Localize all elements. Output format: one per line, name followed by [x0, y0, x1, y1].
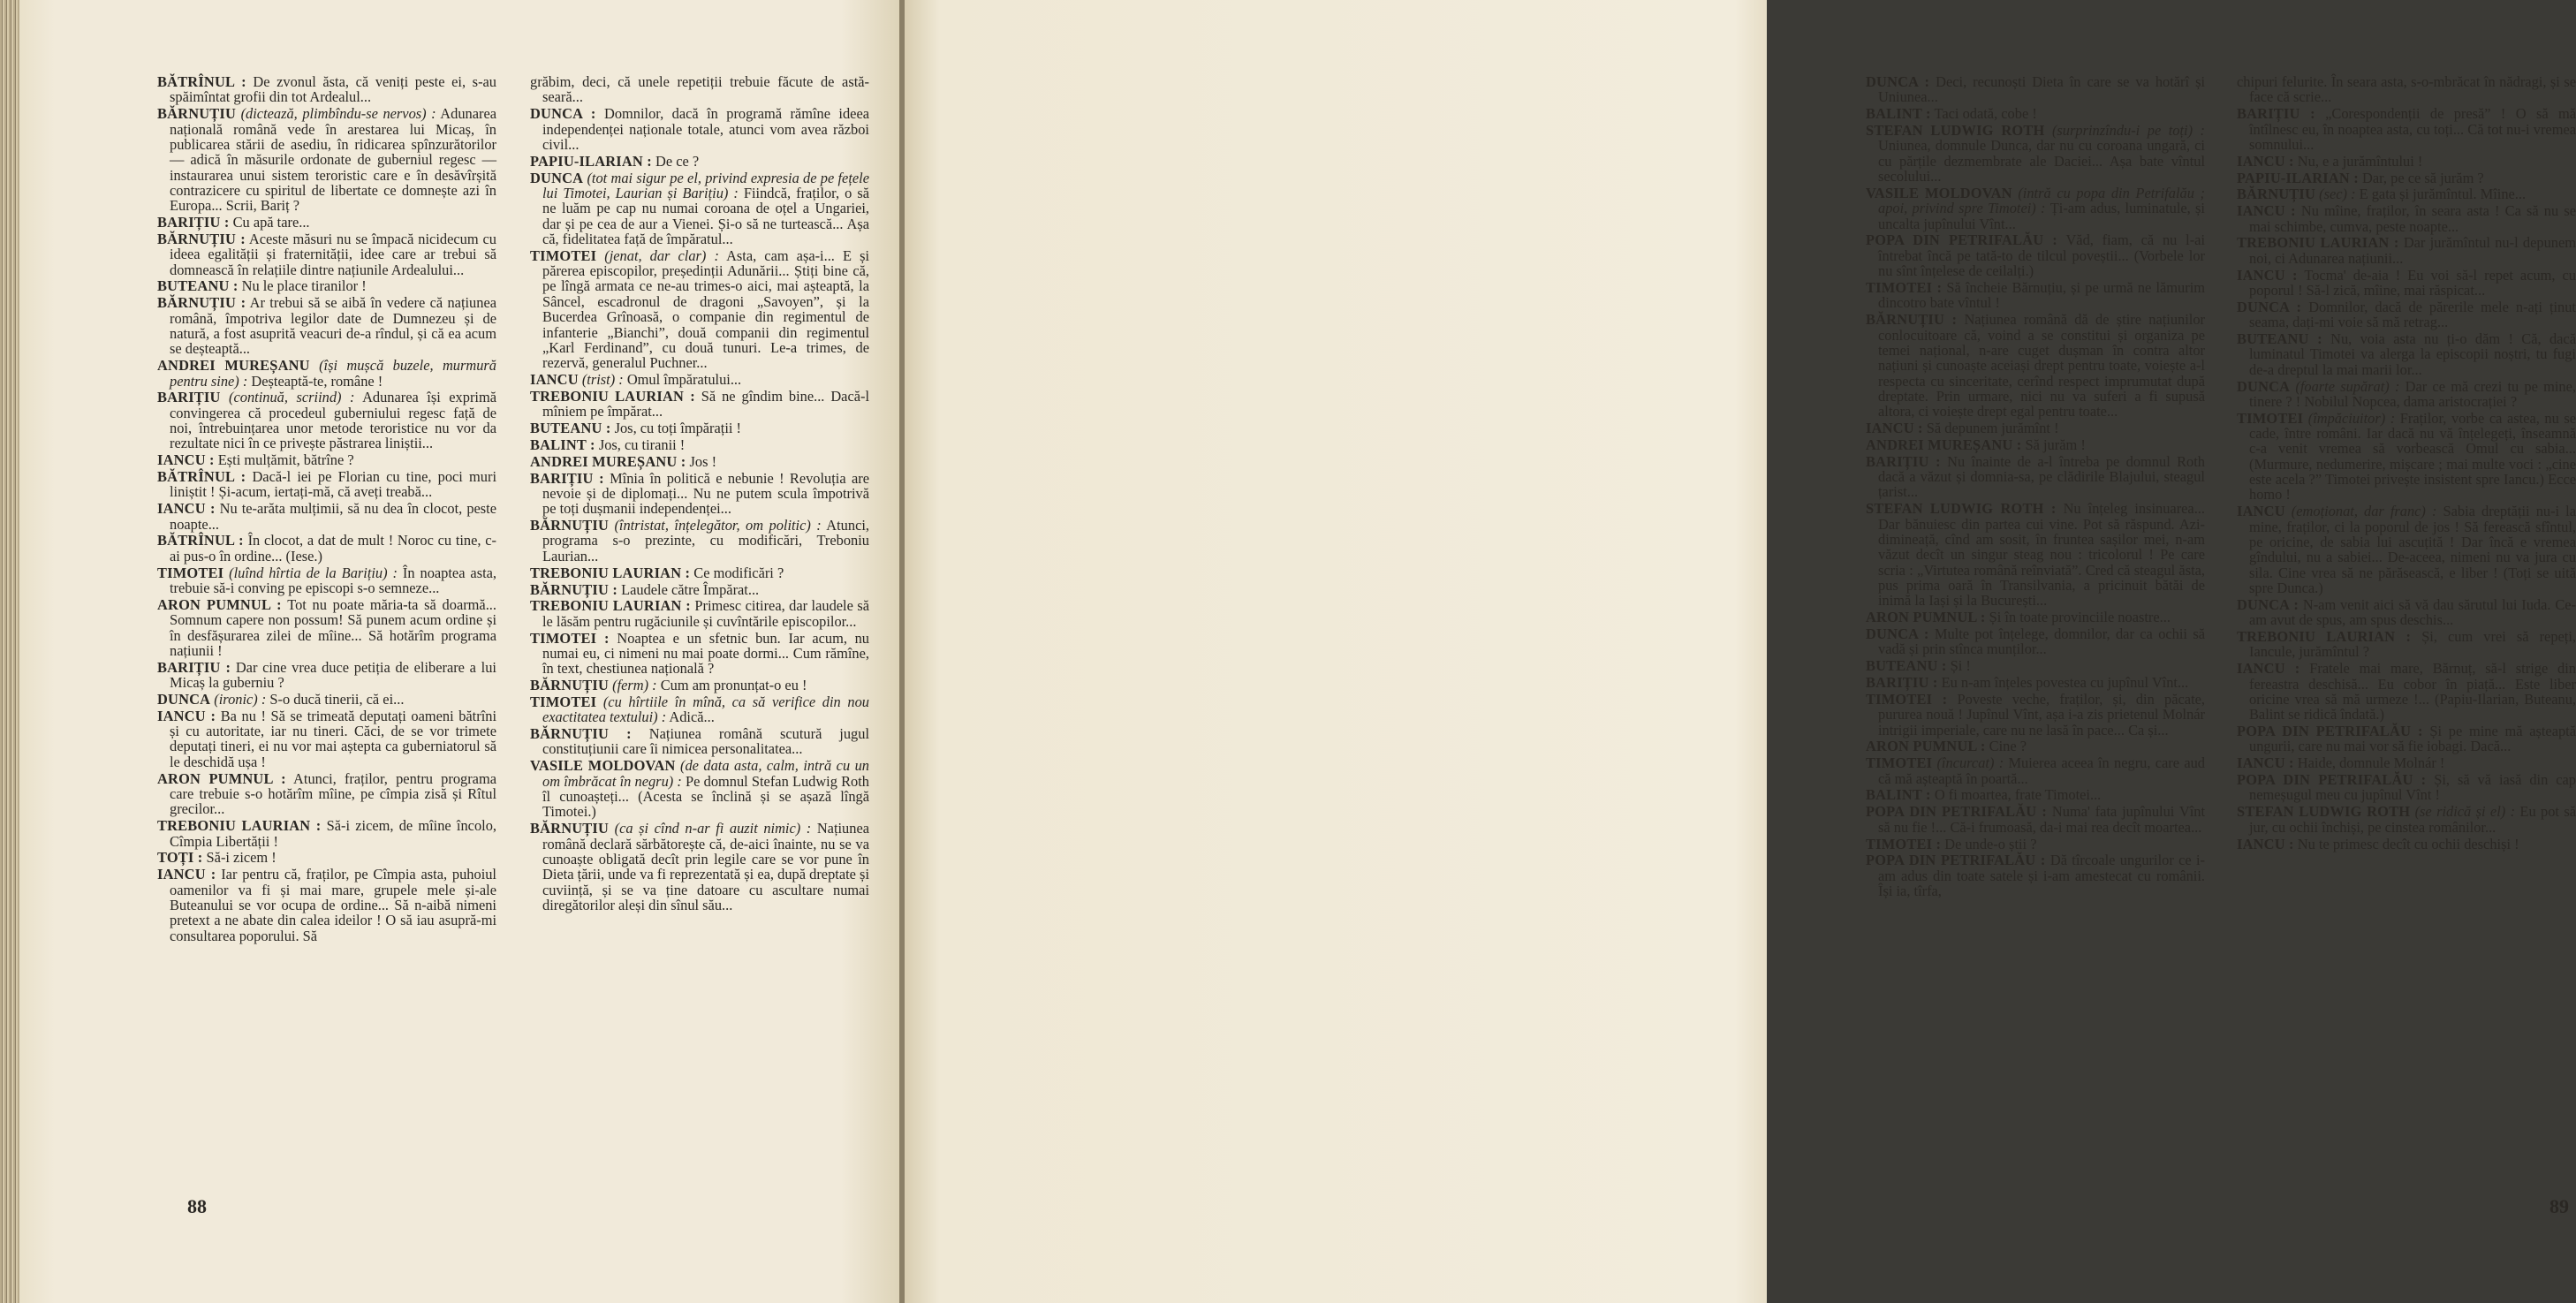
speaker-name: IANCU :	[157, 451, 215, 469]
dialogue-line	[530, 631, 869, 677]
dialogue-line	[1866, 852, 2205, 898]
dialogue-text: Adunarea își exprimă convingerea că procedeul guberniului regesc față de noi, întrebuințarea unor metode teroristice nu vor da rezultate nici în ce privește păstrarea liniștii...	[170, 389, 496, 452]
dialogue-text: Uniunea, domnule Dunca, dar nu cu coroana ungară, ci cu părțile dezmembrate ale Daciei... Așa bate vîntul secolului...	[1878, 137, 2205, 186]
speaker-name: BĂTRÎNUL :	[157, 73, 246, 90]
dialogue-line	[530, 565, 869, 580]
dialogue-line	[2237, 629, 2576, 660]
dialogue-text: Ba nu ! Să se trimeată deputați oameni bătrîni și cu autoritate, iar nu tineri. Căci, de se vor trimete deputați tineri, ei nu vor mai aștepta ca guberniatorul să le deschidă ușa !	[170, 707, 497, 770]
speaker-name: IANCU :	[2237, 835, 2294, 852]
speaker-name: BĂRNUȚIU :	[530, 725, 632, 743]
speaker-name: BĂTRÎNUL :	[157, 532, 244, 549]
speaker-name: DUNCA :	[530, 105, 596, 123]
dialogue-line	[530, 74, 869, 105]
speaker-name: TIMOTEI	[157, 564, 224, 581]
stage-direction: (trist) :	[578, 371, 624, 389]
stage-direction: (își mușcă buzele, murmură pentru sine) :	[170, 357, 496, 390]
speaker-name: TIMOTEI :	[1866, 690, 1948, 708]
speaker-name: BALINT :	[1866, 105, 1931, 123]
speaker-name: TREBONIU LAURIAN :	[530, 597, 691, 615]
speaker-name: TIMOTEI :	[1866, 278, 1943, 296]
dialogue-line	[530, 389, 869, 420]
speaker-name: IANCU :	[2237, 754, 2294, 772]
dialogue-text: Jos, cu tiranii !	[595, 436, 686, 453]
dialogue-line	[1866, 501, 2205, 608]
dialogue-line	[530, 758, 869, 819]
speaker-name: TOȚI :	[157, 849, 203, 867]
dialogue-text: Și !	[1946, 657, 1971, 675]
dialogue-text: Tot nu poate măria-ta să doarmă... Somnum capere non possum! Să punem acum ordine și în desfășurarea zilei de mîine... Să hotărîm programa națiunii !	[170, 595, 496, 659]
speaker-name: BARIȚIU :	[1866, 674, 1938, 692]
dialogue-text: Primesc citirea, dar laudele să le lăsăm pentru rugăciunile și cuvîntările episcopilor...	[542, 597, 869, 630]
speaker-name: STEFAN LUDWIG ROTH	[2237, 803, 2411, 821]
dialogue-line	[157, 215, 496, 230]
stage-direction: (foarte supărat) :	[2290, 377, 2400, 395]
dialogue-line	[1866, 312, 2205, 419]
dialogue-line	[530, 372, 869, 387]
speaker-name: BĂRNUȚIU	[530, 677, 610, 694]
speaker-name: ARON PUMNUL :	[157, 595, 282, 613]
dialogue-line	[157, 850, 496, 865]
speaker-name: IANCU :	[157, 866, 216, 883]
speaker-name: BARIȚIU :	[157, 214, 230, 231]
speaker-name: TREBONIU LAURIAN :	[2237, 234, 2399, 252]
speaker-name: TREBONIU LAURIAN :	[157, 817, 322, 835]
stage-direction: (sec) :	[2315, 186, 2356, 203]
speaker-name: BĂRNUȚIU	[157, 105, 237, 123]
dialogue-line	[530, 821, 869, 913]
speaker-name: BĂTRÎNUL :	[157, 468, 246, 486]
speaker-name: POPA DIN PETRIFALĂU :	[1866, 231, 2057, 249]
dialogue-text: Nu mîine, fraților, în seara asta ! Ca să nu se mai schimbe, cumva, peste noapte...	[2249, 202, 2576, 235]
dialogue-line	[530, 582, 869, 597]
dialogue-text: Dar, pe ce să jurăm ?	[2358, 169, 2484, 186]
dialogue-line	[2237, 723, 2576, 754]
dialogue-text: „Corespondenții de presă” ! O să mă întîlnesc eu, în noaptea asta, cu toți... Că tot nu-i vremea somnului...	[2249, 105, 2576, 153]
speaker-name: BUTEANU :	[157, 277, 239, 295]
speaker-name: VASILE MOLDOVAN	[530, 757, 676, 775]
stage-direction: (continuă, scriind) :	[220, 389, 355, 406]
speaker-name: TIMOTEI	[2237, 409, 2304, 427]
dialogue-line	[1866, 739, 2205, 754]
stage-direction: (cu hîrtiile în mînă, ca să verifice din nou exactitatea textului) :	[542, 693, 869, 726]
dialogue-line	[2237, 379, 2576, 410]
speaker-name: DUNCA :	[1866, 625, 1929, 643]
dialogue-line	[530, 248, 869, 371]
speaker-name: TIMOTEI	[530, 246, 597, 264]
speaker-name: ANDREI MUREȘANU :	[1866, 436, 2022, 453]
dialogue-text: Nu te primesc decît cu ochii deschiși !	[2293, 835, 2519, 852]
speaker-name: VASILE MOLDOVAN	[1866, 184, 2012, 201]
dialogue-text: Ești mulțămit, bătrîne ?	[214, 451, 354, 469]
dialogue-line	[157, 533, 496, 564]
speaker-name: BĂRNUȚIU :	[157, 230, 246, 247]
dialogue-text: Ar trebui să se aibă în vedere că națiunea română, împotriva legilor date de Dumnezeu și de natură, a fost asuprită veacuri de-a rîndul, și că ea acum se deșteaptă...	[170, 294, 496, 358]
dialogue-text: Numa' fata jupînului Vînt să nu fie !... Că-i frumoasă, da-i mai rea decît moartea...	[1878, 803, 2205, 836]
dialogue-line	[2237, 170, 2576, 186]
dialogue-line	[2237, 331, 2576, 377]
speaker-name: IANCU :	[157, 500, 216, 518]
dialogue-text: Națiunea română declară sărbătorește că, de-aici înainte, nu se va cunoaște obligată decît prin legile care se vor pune în Dieta țării, unde va fi reprezentată și ea, după dreptate și cuviință, și se va ține datoare cu ascultare numai diregătorilor aleși din sînul său...	[542, 820, 870, 913]
dialogue-line	[530, 154, 869, 169]
dialogue-text: S-o ducă tinerii, că ei...	[266, 690, 405, 708]
speaker-name: BUTEANU :	[1866, 657, 1947, 675]
dialogue-text: Sabia dreptății nu-i la mine, fraților, ci la poporul de jos ! Să ferească sfîntul, pe oricine, de sabia lui ascuțită ! Dar încă e vremea gîndului, nu a sabiei... De-aceea, nimeni nu va jura cu sila. Cine vrea să ne părăsească, e liber ! (Toți se uită spre Dunca.)	[2249, 503, 2576, 596]
speaker-name: PAPIU-ILARIAN :	[2237, 169, 2359, 186]
dialogue-line	[2237, 661, 2576, 722]
dialogue-line	[1866, 437, 2205, 452]
speaker-name: POPA DIN PETRIFALĂU :	[1866, 852, 2046, 869]
stage-direction: (tot mai sigur pe el, privind expresia de pe fețele lui Timotei, Laurian și Barițiu) :	[542, 169, 869, 201]
dialogue-text: Dar jurămîntul nu-l depunem noi, ci Adunarea națiunii...	[2249, 234, 2576, 267]
dialogue-text: Aceste măsuri nu se împacă nicidecum cu ideea egalității și fraternității, idee care ar trebui să domnească în relațiile dintre națiunile Ardealului...	[170, 230, 497, 278]
dialogue-text: Și pe mine mă așteaptă ungurii, care nu mai vor să fie iobagi. Dacă...	[2249, 723, 2576, 755]
dialogue-line	[2237, 203, 2576, 234]
speaker-name: IANCU :	[1866, 420, 1923, 437]
dialogue-line	[157, 278, 496, 293]
dialogue-line	[1866, 232, 2205, 278]
dialogue-text: Și în toate provinciile noastre...	[1985, 609, 2171, 626]
stage-direction: (se ridică și el) :	[2410, 803, 2516, 821]
dialogue-line	[1866, 755, 2205, 786]
dialogue-text: Nu te-arăta mulțimii, să nu dea în clocot, peste noapte...	[170, 500, 496, 533]
speaker-name: BĂRNUȚIU :	[530, 580, 617, 598]
dialogue-line	[2237, 154, 2576, 169]
dialogue-line	[157, 565, 496, 596]
dialogue-text: Dă tîrcoale ungurilor ce i-am adus din toate satele și i-am amestecat cu românii. Își ia, tîrfa,	[1878, 852, 2205, 900]
right-page	[905, 0, 2576, 1303]
dialogue-text: Cum am pronunțat-o eu !	[656, 677, 807, 694]
speaker-name: STEFAN LUDWIG ROTH :	[1866, 500, 2057, 518]
book-page-edges	[0, 0, 19, 1303]
dialogue-text: Multe pot înțelege, domnilor, dar ca ochii să vadă și prin stînca munților...	[1878, 625, 2205, 658]
speaker-name: BUTEANU :	[530, 420, 611, 437]
dialogue-line	[1866, 675, 2205, 690]
dialogue-line	[157, 390, 496, 451]
dialogue-text: Taci odată, cobe !	[1930, 105, 2037, 123]
dialogue-text: Națiunea română scutură jugul constituțiunii care îi nimicea personalitatea...	[542, 725, 869, 758]
speaker-name: STEFAN LUDWIG ROTH	[1866, 122, 2045, 140]
dialogue-line	[530, 170, 869, 247]
dialogue-line	[530, 454, 869, 469]
dialogue-text: Dar ce mă crezi tu pe mine, tinere ? ! Nobilul Nopcea, dama aristocrației ?	[2249, 377, 2576, 410]
left-page-column-1	[157, 74, 496, 944]
speaker-name: DUNCA	[157, 690, 211, 708]
dialogue-text: Haide, domnule Molnár !	[2293, 754, 2445, 772]
dialogue-text: Jos !	[686, 452, 717, 470]
dialogue-line	[157, 469, 496, 500]
dialogue-line	[1866, 420, 2205, 436]
dialogue-text: Cine ?	[1985, 738, 2027, 755]
dialogue-text: Nu le place tiranilor !	[238, 277, 367, 295]
dialogue-text: Văd, fiam, că nu l-ai întrebat încă pe tată-to de tilcul poveștii... (Vorbele lor nu sînt înțelese de ceilalți.)	[1878, 231, 2206, 280]
dialogue-line	[157, 295, 496, 356]
speaker-name: DUNCA	[530, 169, 584, 186]
dialogue-line	[530, 726, 869, 757]
dialogue-text: În noaptea asta, trebuie să-i conving pe episcopi s-o semneze...	[170, 564, 496, 596]
speaker-name: IANCU :	[2237, 266, 2298, 284]
dialogue-text: Fratele mai mare, Bărnuț, să-l strige din fereastra deschisă... Eu cobor în piață... Este liber oricine vrea să mă urmeze !... (Papiu-Ilarian, Buteanu, Balint se ridică îndată.)	[2249, 660, 2576, 723]
speaker-name: TREBONIU LAURIAN :	[530, 564, 691, 581]
dialogue-text: Dacă-l iei pe Florian cu tine, poci muri liniștit ! Și-acum, iertați-mă, că aveți treabă...	[170, 468, 496, 501]
stage-direction: (de data asta, calm, intră cu un om îmbrăcat în negru) :	[542, 757, 869, 790]
dialogue-line	[2237, 837, 2576, 852]
speaker-name: IANCU :	[2237, 660, 2300, 678]
dialogue-text: E gata și jurămîntul. Mîine...	[2355, 186, 2527, 203]
dialogue-text: Nu înainte de a-l întreba pe domnul Roth dacă a văzut și domnia-sa, pe clădirile Blajului, steagul țarist...	[1878, 452, 2205, 501]
stage-direction: (intră cu popa din Petrifalău ; apoi, privind spre Timotei) :	[1878, 184, 2205, 217]
page-number-left: 88	[187, 1195, 207, 1217]
speaker-name: BĂRNUȚIU :	[1866, 311, 1958, 329]
dialogue-text: Fiindcă, fraților, o să ne luăm pe cap nu numai coroana de oțel a Ungariei, dar și pe cea de aur a Vienei. Și-o să ne turtească... Așa că, fidelitatea față de împăratul...	[542, 184, 869, 247]
dialogue-line	[2237, 106, 2576, 152]
speaker-name: BARIȚIU :	[157, 658, 231, 676]
dialogue-text: Nu, e a jurămîntului !	[2293, 152, 2423, 170]
speaker-name: BALINT :	[530, 436, 595, 453]
dialogue-line	[2237, 299, 2576, 330]
stage-direction: (încurcat) :	[1932, 754, 2004, 772]
dialogue-line	[157, 231, 496, 277]
speaker-name: BĂRNUȚIU	[530, 517, 610, 534]
dialogue-line	[157, 452, 496, 467]
dialogue-line	[157, 867, 496, 943]
speaker-name: BĂRNUȚIU	[2237, 186, 2316, 203]
dialogue-line	[1866, 106, 2205, 121]
dialogue-text: Asta, cam așa-i... E și părerea episcopilor, președinții Adunării... Știți bine că, pe lîngă armata ce ne-au trimes-o aici, mai așteaptă, la Sâncel, escadronul de dragoni „Savoyen”, și la Bucerdea Grînoasă, o companie din regimentul de infanterie „Bianchi”, două companii din regimentul „Karl Ferdinand”, cu două tunuri. Le-a trimes, de rezervă, generalul Puchner...	[542, 246, 869, 372]
dialogue-line	[1866, 804, 2205, 835]
dialogue-text: Și, cum vrei să repeți, Iancule, jurămîntul ?	[2249, 628, 2576, 661]
speaker-name: PAPIU-ILARIAN :	[530, 152, 652, 170]
dialogue-line	[530, 471, 869, 517]
speaker-name: BARIȚIU :	[530, 469, 604, 487]
dialogue-text: Pe domnul Stefan Ludwig Roth îl cunoașteți... (Acesta se înclină și se așază lîngă Timotei.)	[542, 772, 869, 821]
dialogue-text: Nu înțeleg insinuarea... Dar bănuiesc din partea cui vine. Pot să răspund. Azi-dimineață, cînd am sosit, în fruntea sașilor mei, n-am văzut decît un singur steag nou : tricolorul ! Pe care scria : „Virtutea română reînviată”. Cred că steagul ăsta, pus prima oară în Transilvania, a pricinuit bătăi de inimă la Iași și la București...	[1878, 500, 2206, 610]
dialogue-text: Să ne gîndim bine... Dacă-l mîniem pe împărat...	[542, 387, 870, 420]
speaker-name: POPA DIN PETRIFALĂU :	[2237, 771, 2427, 789]
left-page-column-2	[530, 74, 869, 914]
dialogue-line	[1866, 186, 2205, 231]
dialogue-line	[2237, 504, 2576, 595]
stage-direction: (ironic) :	[210, 690, 267, 708]
speaker-name: ARON PUMNUL :	[157, 769, 286, 787]
dialogue-line	[157, 597, 496, 658]
dialogue-line	[2237, 755, 2576, 770]
dialogue-line	[2237, 74, 2576, 105]
stage-direction: (ferm) :	[609, 677, 657, 694]
dialogue-line	[2237, 804, 2576, 835]
dialogue-text: De zvonul ăsta, că veniți peste ei, s-au spăimîntat grofii din tot Ardealul...	[170, 73, 496, 106]
dialogue-text: N-am venit aici să vă dau sărutul lui Iuda. Ce-am avut de spus, am spus deschis...	[2249, 595, 2576, 629]
dialogue-text: Poveste veche, fraților, și, din păcate, pururea nouă ! Jupînul Vînt, așa i-a zis prietenul Molnár intrigii imperiale, care nu ne lasă în pace... Ca și...	[1878, 690, 2205, 739]
speaker-name: TIMOTEI	[530, 693, 597, 710]
stage-direction: (ca și cînd n-ar fi auzit nimic) :	[609, 820, 812, 837]
dialogue-text: Ți-am adus, luminatule, și uncalta jupînului Vînt...	[1878, 200, 2205, 232]
speaker-name: DUNCA :	[2237, 595, 2299, 613]
dialogue-text: grăbim, deci, că unele repetiții trebuie făcute de astă-seară...	[530, 73, 869, 106]
dialogue-text: Domnilor, dacă în programă rămîne ideea independenței naționale totale, atunci vom avea război civil...	[542, 105, 869, 153]
dialogue-line	[530, 694, 869, 725]
dialogue-line	[530, 598, 869, 629]
dialogue-line	[2237, 772, 2576, 803]
speaker-name: IANCU	[2237, 503, 2285, 520]
dialogue-text: O fi moartea, frate Timotei...	[1930, 786, 2102, 804]
stage-direction: (împăciuitor) :	[2303, 409, 2396, 427]
dialogue-line	[157, 708, 496, 769]
dialogue-line	[2237, 268, 2576, 299]
dialogue-text: Și, să vă iasă din cap nemeșugul meu cu jupînul Vînt !	[2249, 771, 2576, 804]
dialogue-line	[2237, 235, 2576, 266]
speaker-name: BĂRNUȚIU :	[157, 294, 246, 312]
dialogue-line	[530, 420, 869, 436]
stage-direction: (întristat, înțelegător, om politic) :	[609, 517, 822, 534]
speaker-name: IANCU :	[2237, 152, 2294, 170]
speaker-name: BARIȚIU :	[1866, 452, 1941, 470]
speaker-name: ANDREI MUREȘANU	[157, 357, 310, 375]
speaker-name: TIMOTEI :	[1866, 835, 1942, 852]
dialogue-line	[530, 437, 869, 452]
dialogue-text: Deșteaptă-te, române !	[247, 372, 383, 390]
dialogue-text: Să jurăm !	[2021, 436, 2086, 453]
dialogue-text: Mînia în politică e nebunie ! Revoluția are nevoie și de diplomați... Nu ne putem scula împotrivă pe toți dușmanii independenței...	[542, 469, 869, 518]
dialogue-line	[157, 692, 496, 707]
dialogue-text: Noaptea e un sfetnic bun. Iar acum, nu numai eu, ci nimeni nu mai poate dormi... Cum rămîne, în text, chestiunea națională ?	[542, 629, 869, 678]
speaker-name: BARIȚIU	[157, 389, 221, 406]
dialogue-text: Nu, voia asta nu ți-o dăm ! Că, dacă luminatul Timotei va alerga la episcopii noștri, tu fugi de-a dreptul la mai marii lor...	[2249, 330, 2576, 378]
dialogue-line	[1866, 626, 2205, 657]
dialogue-line	[530, 518, 869, 564]
speaker-name: BĂRNUȚIU	[530, 820, 610, 837]
dialogue-text: chipuri felurite. În seara asta, s-o-mbrăcat în nădragi, și se face că scrie...	[2237, 73, 2576, 106]
dialogue-text: Adunarea națională română vede în arestarea lui Micaș, în publicarea stării de asediu, în ridicarea spînzurătorilor — adică în măsurile ordonate de guberniul regesc — instaurarea unui sistem teroristic care e în desăvîrșită contrazicere cu spiritul de libertate ce domnește azi în Europa... Scrii, Bariț ?	[170, 105, 496, 215]
left-page	[19, 0, 903, 1303]
dialogue-text: De unde-o știi ?	[1941, 835, 2037, 852]
dialogue-text: Atunci, programa s-o prezinte, cu modificări, Treboniu Laurian...	[542, 517, 869, 564]
dialogue-line	[1866, 454, 2205, 500]
speaker-name: DUNCA :	[1866, 73, 1930, 90]
dialogue-line	[1866, 692, 2205, 738]
dialogue-text: Jos, cu toți împărații !	[610, 420, 742, 437]
speaker-name: BARIȚIU :	[2237, 105, 2315, 123]
dialogue-line	[1866, 787, 2205, 802]
right-page-column-1	[1866, 74, 2205, 900]
dialogue-text: Laudele către Împărat...	[617, 580, 760, 598]
dialogue-text: Muierea aceea în negru, care aud că mă așteaptă în poartă...	[1878, 754, 2205, 787]
dialogue-line	[1866, 610, 2205, 625]
dialogue-text: Dar cine vrea duce petiția de eliberare a lui Micaș la guberniu ?	[170, 658, 496, 692]
dialogue-text: Tocma' de-aia ! Eu voi să-l repet acum, cu poporul ! Să-l zică, mîine, mai răspicat...	[2249, 266, 2576, 299]
stage-direction: (luînd hîrtia de la Barițiu) :	[224, 564, 398, 581]
dialogue-text: Eu n-am înțeles povestea cu jupînul Vînt...	[1937, 674, 2189, 692]
dialogue-text: Să-i zicem, de mîine încolo, Cîmpia Libertății !	[170, 817, 496, 850]
stage-direction: (surprinzîndu-i pe toți) :	[2044, 122, 2206, 140]
dialogue-line	[157, 771, 496, 817]
speaker-name: TIMOTEI	[1866, 754, 1933, 772]
dialogue-text: Ce modificări ?	[690, 564, 784, 581]
speaker-name: TIMOTEI :	[530, 629, 610, 647]
dialogue-line	[157, 74, 496, 105]
dialogue-text: Să încheie Bărnuțiu, și pe urmă ne lămurim dincotro bate vîntul !	[1878, 278, 2205, 312]
dialogue-text: Adică...	[666, 708, 715, 726]
dialogue-text: Omul împăratului...	[623, 371, 742, 389]
dialogue-line	[1866, 837, 2205, 852]
speaker-name: IANCU :	[157, 707, 216, 724]
speaker-name: IANCU :	[2237, 202, 2296, 220]
speaker-name: ARON PUMNUL :	[1866, 738, 1986, 755]
stage-direction: (jenat, dar clar) :	[596, 246, 719, 264]
dialogue-text: Fraților, vorbe ca astea, nu se cade, între români. Iar dacă nu vă înțelegeți, înseamnă c-a venit vremea să vorbească Omul cu sabia... (Murmure, nedumerire, mișcare ; mai multe voci : „cine este acela ?” Timotei privește insistent spre Iancu.) Ecce homo !	[2249, 409, 2576, 504]
dialogue-text: Atunci, fraților, pentru programa care trebuie s-o hotărîm mîine, pe cîmpia zisă și Rîtul grecilor...	[170, 769, 496, 818]
speaker-name: ANDREI MUREȘANU :	[530, 452, 686, 470]
dialogue-text: Eu pot să jur, cu ochii închiși, pe cinstea românilor...	[2249, 803, 2576, 836]
dialogue-line	[157, 358, 496, 389]
speaker-name: ARON PUMNUL :	[1866, 609, 1986, 626]
dialogue-text: Națiunea română dă de știre națiunilor conlocuitoare că, voind a se constitui și organiza pe temei național, n-are cuget dușman în contra altor națiuni și cunoaște aceiași drept pentru toate, voiește a-l respecta cu sinceritate, cerînd respect imprumutat după dreptate. Prin urmare, nici nu va suferi a fi supusă altora, ci voiește drept egal pentru toate...	[1878, 311, 2206, 420]
right-page-column-2	[2237, 74, 2576, 852]
dialogue-line	[1866, 123, 2205, 184]
dialogue-line	[157, 818, 496, 849]
speaker-name: POPA DIN PETRIFALĂU :	[2237, 723, 2423, 740]
dialogue-text: Domnilor, dacă de părerile mele n-ați ținut seama, dați-mi voie să mă retrag...	[2249, 298, 2576, 331]
stage-direction: (dictează, plimbîndu-se nervos) :	[236, 105, 436, 123]
dialogue-text: Să-i zicem !	[202, 849, 277, 867]
dialogue-text: De ce ?	[651, 152, 700, 170]
speaker-name: DUNCA	[2237, 377, 2291, 395]
dialogue-line	[157, 106, 496, 213]
dialogue-text: Iar pentru că, fraților, pe Cîmpia asta, puhoiul oamenilor va fi și mai mare, grupele mele și-ale Buteanului se vor ocupa de ordine... Să n-aibă nimeni pretext a ne abate din calea ideilor ! O să iau asupră-mi consultarea poporului. Să	[170, 866, 496, 944]
speaker-name: TREBONIU LAURIAN :	[2237, 628, 2412, 646]
dialogue-text: În clocot, a dat de mult ! Noroc cu tine, c-ai pus-o în ordine... (Iese.)	[170, 532, 496, 564]
speaker-name: DUNCA :	[2237, 298, 2302, 315]
stage-direction: (emoționat, dar franc) :	[2284, 503, 2437, 520]
dialogue-line	[1866, 74, 2205, 105]
dialogue-line	[2237, 411, 2576, 503]
dialogue-line	[157, 660, 496, 691]
page-number-right: 89	[2549, 1195, 2569, 1217]
dialogue-line	[1866, 658, 2205, 673]
dialogue-line	[530, 678, 869, 693]
speaker-name: POPA DIN PETRIFALĂU :	[1866, 803, 2048, 821]
speaker-name: IANCU	[530, 371, 579, 389]
dialogue-text: Deci, recunoști Dieta în care se va hotărî și Uniunea...	[1878, 73, 2205, 106]
dialogue-line	[2237, 186, 2576, 201]
dialogue-line	[157, 501, 496, 532]
speaker-name: TREBONIU LAURIAN :	[530, 387, 695, 405]
speaker-name: BALINT :	[1866, 786, 1931, 804]
dialogue-line	[1866, 280, 2205, 311]
speaker-name: BUTEANU :	[2237, 330, 2322, 347]
dialogue-line	[530, 106, 869, 152]
dialogue-line	[2237, 597, 2576, 628]
dialogue-text: Cu apă tare...	[229, 214, 310, 231]
dialogue-text: Să depunem jurămînt !	[1922, 420, 2059, 437]
